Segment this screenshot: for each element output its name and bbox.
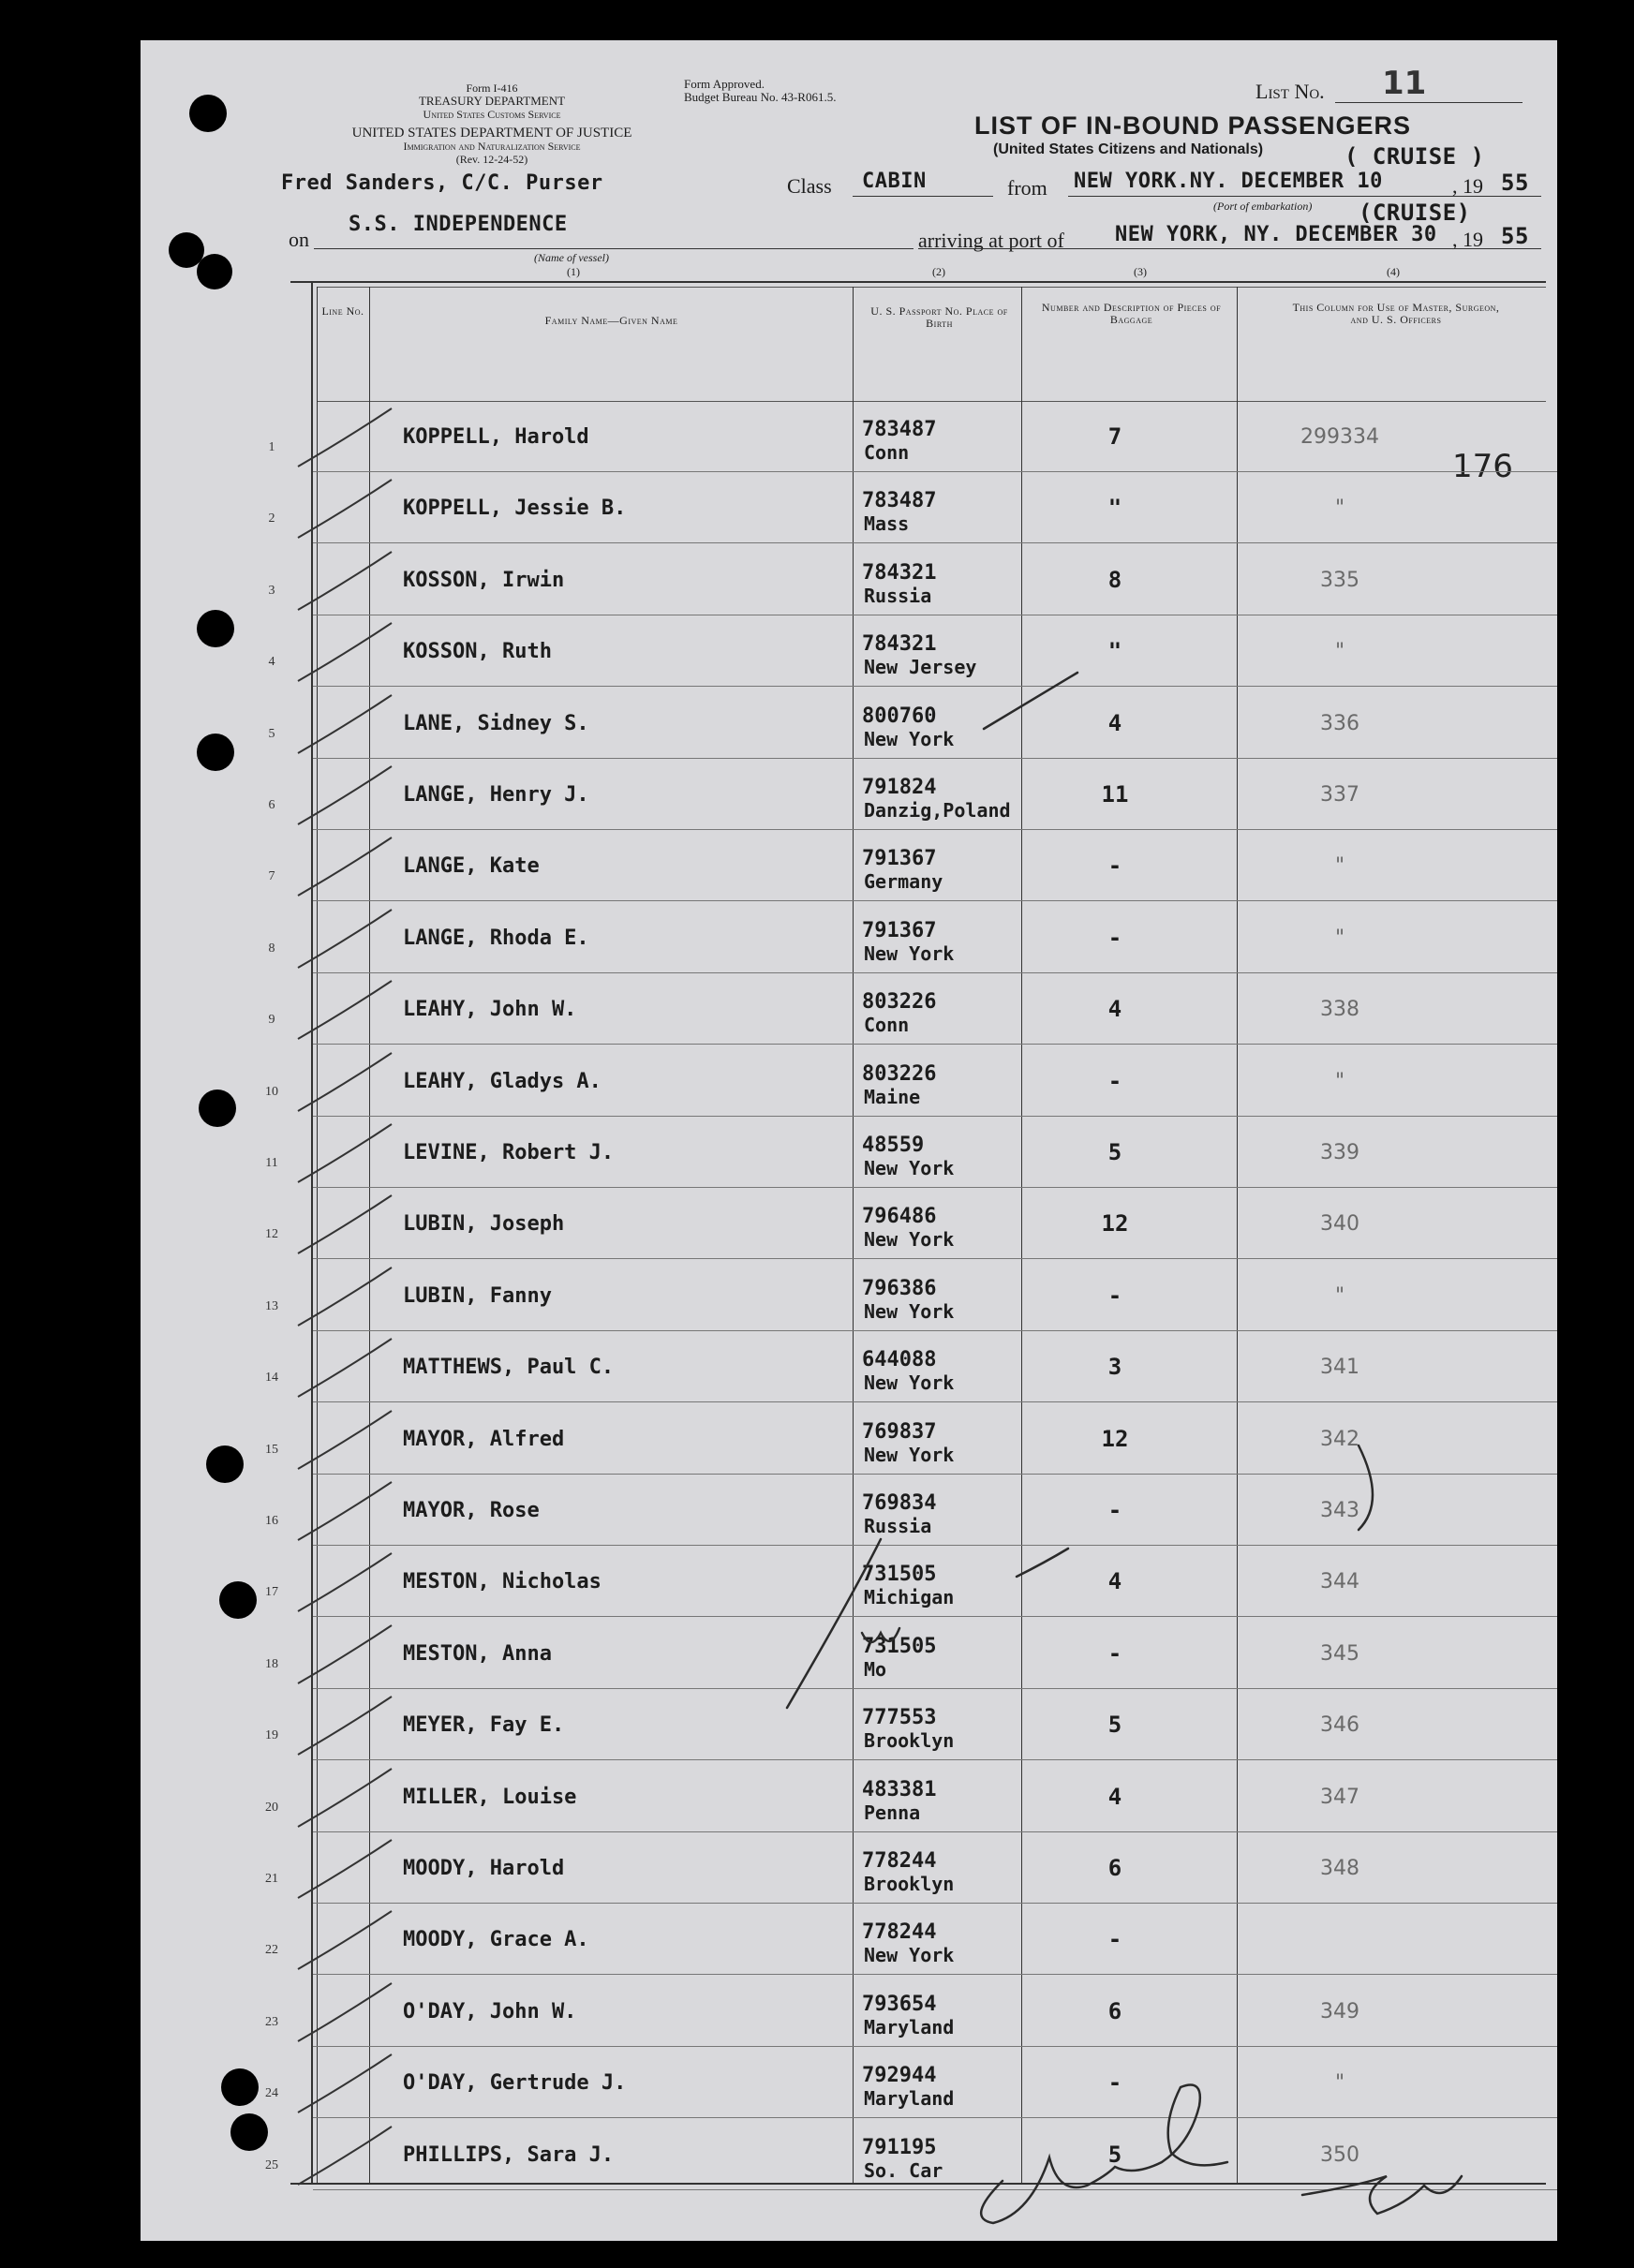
baggage-count: 12 <box>1101 1425 1129 1452</box>
passport-number: 796486 <box>862 1205 937 1229</box>
baggage-count: - <box>1107 2069 1122 2097</box>
baggage-count: 7 <box>1107 423 1122 450</box>
baggage-count: - <box>1107 924 1122 951</box>
place-of-birth: Russia <box>864 584 932 607</box>
passport-number: 803226 <box>862 1061 937 1086</box>
passenger-name: LANGE, Henry J. <box>403 783 589 807</box>
line-number: 15 <box>265 1442 278 1457</box>
baggage-count: 8 <box>1107 566 1122 593</box>
baggage-count: 11 <box>1101 781 1129 808</box>
baggage-count: 5 <box>1107 1712 1122 1739</box>
baggage-count: 4 <box>1107 1783 1122 1810</box>
year-value-2: 55 <box>1501 223 1529 249</box>
passport-number: 784321 <box>862 560 937 585</box>
officer-number: 348 <box>1320 1857 1359 1880</box>
baggage-count: 4 <box>1107 709 1122 736</box>
handwriting-overlay <box>141 40 1557 2241</box>
passport-number: 791195 <box>862 2135 937 2159</box>
place-of-birth: Mo <box>864 1657 887 1681</box>
officer-number: 342 <box>1320 1427 1359 1451</box>
line-number: 9 <box>268 1013 275 1028</box>
place-of-birth: Brooklyn <box>864 1873 955 1895</box>
line-number: 5 <box>268 726 275 741</box>
passport-number: 792944 <box>862 2064 937 2088</box>
baggage-count: - <box>1107 1282 1122 1309</box>
officer-number: 349 <box>1320 1999 1359 2023</box>
officer-number: 335 <box>1320 568 1359 592</box>
place-of-birth: Germany <box>864 870 943 894</box>
place-of-birth: New York <box>864 1443 955 1466</box>
line-number: 2 <box>268 511 275 526</box>
line-number: 24 <box>265 2086 278 2101</box>
passport-number: 731505 <box>862 1634 937 1658</box>
officer-number: " <box>1334 1069 1345 1093</box>
from-label: from <box>1007 176 1047 200</box>
revision: (Rev. 12-24-52) <box>455 153 528 166</box>
baggage-count: " <box>1107 638 1122 665</box>
arriving-label: arriving at port of <box>918 229 1064 252</box>
place-of-birth: Mass <box>864 512 910 536</box>
place-of-birth: Brooklyn <box>864 1729 955 1753</box>
place-of-birth: New York <box>864 941 955 965</box>
passport-number: 778244 <box>862 1849 937 1873</box>
place-of-birth: New York <box>864 1371 955 1395</box>
place-of-birth: New Jersey <box>864 656 977 679</box>
line-number: 8 <box>268 941 275 956</box>
baggage-count: - <box>1107 1926 1122 1953</box>
passport-number: 793654 <box>862 1992 937 2016</box>
officer-number: 299334 <box>1300 425 1379 449</box>
place-of-birth: Maryland <box>864 2015 955 2038</box>
year-prefix-1: , 19 <box>1452 174 1483 198</box>
officer-number: 339 <box>1320 1141 1359 1164</box>
passport-number: 777553 <box>862 1706 937 1730</box>
baggage-count: 5 <box>1107 1139 1122 1165</box>
passenger-name: MOODY, Harold <box>403 1857 565 1880</box>
baggage-count: 6 <box>1107 1855 1122 1881</box>
passenger-name: MILLER, Louise <box>403 1785 577 1809</box>
officer-number: 345 <box>1320 1641 1359 1666</box>
baggage-count: 6 <box>1107 1997 1122 2024</box>
place-of-birth: New York <box>864 1299 955 1323</box>
passenger-name: KOPPELL, Harold <box>403 425 589 449</box>
baggage-count: 4 <box>1107 1568 1122 1595</box>
passport-number: 778244 <box>862 1920 937 1945</box>
passport-number: 796386 <box>862 1276 937 1300</box>
place-of-birth: Danzig,Poland <box>864 799 1011 822</box>
passenger-name: LANGE, Kate <box>403 854 540 879</box>
column-number-4: (4) <box>1387 265 1400 278</box>
officer-number: 336 <box>1320 711 1359 735</box>
line-number: 21 <box>265 1872 278 1886</box>
line-number: 22 <box>265 1943 278 1958</box>
line-number: 18 <box>265 1656 278 1671</box>
list-number: 11 <box>1382 65 1427 102</box>
passport-number: 48559 <box>862 1134 925 1157</box>
officer-number: " <box>1334 926 1345 950</box>
officer-number: 347 <box>1320 1785 1359 1809</box>
line-number: 13 <box>265 1298 278 1313</box>
passenger-name: LANGE, Rhoda E. <box>403 926 589 950</box>
header-baggage: Number and Description of Pieces of Baggage <box>1041 301 1222 326</box>
column-number-3: (3) <box>1134 265 1147 278</box>
column-number-1: (1) <box>567 265 580 278</box>
line-number: 19 <box>265 1728 278 1743</box>
customs-service: United States Customs Service <box>423 108 561 121</box>
passenger-name: MAYOR, Alfred <box>403 1427 565 1451</box>
purser-name: Fred Sanders, C/C. Purser <box>281 171 603 195</box>
passport-number: 784321 <box>862 632 937 657</box>
form-approved: Form Approved. <box>684 77 765 91</box>
officer-number: " <box>1334 640 1345 664</box>
passport-number: 483381 <box>862 1777 937 1801</box>
officer-number: 341 <box>1320 1356 1359 1380</box>
passenger-name: MOODY, Grace A. <box>403 1928 589 1952</box>
officer-number: " <box>1334 1283 1345 1308</box>
header-passport: U. S. Passport No. Place of Birth <box>870 304 1008 330</box>
class-label: Class <box>787 174 832 198</box>
officer-number: 350 <box>1320 2142 1359 2167</box>
passenger-name: KOPPELL, Jessie B. <box>403 497 627 521</box>
line-number: 14 <box>265 1371 278 1386</box>
line-number: 11 <box>265 1156 278 1170</box>
passport-number: 783487 <box>862 418 937 441</box>
line-number: 23 <box>265 2014 278 2029</box>
place-of-birth: New York <box>864 727 955 750</box>
place-of-birth: Conn <box>864 441 910 464</box>
passenger-name: MESTON, Nicholas <box>403 1570 602 1594</box>
line-number: 4 <box>268 655 275 670</box>
vessel-name: S.S. INDEPENDENCE <box>349 213 568 236</box>
passenger-name: MATTHEWS, Paul C. <box>403 1356 615 1380</box>
passport-number: 803226 <box>862 990 937 1015</box>
passenger-name: LEVINE, Robert J. <box>403 1141 615 1164</box>
header-family-name: Family Name—Given Name <box>544 314 678 327</box>
officer-number: " <box>1334 497 1345 521</box>
line-number: 12 <box>265 1227 278 1242</box>
department-justice: UNITED STATES DEPARTMENT OF JUSTICE <box>351 126 632 141</box>
place-of-birth: Conn <box>864 1014 910 1037</box>
passenger-name: LEAHY, Gladys A. <box>403 1069 602 1093</box>
baggage-count: 3 <box>1107 1354 1122 1381</box>
passport-number: 791824 <box>862 776 937 799</box>
place-of-birth: New York <box>864 1157 955 1179</box>
budget-bureau: Budget Bureau No. 43-R061.5. <box>684 90 837 104</box>
baggage-count: 12 <box>1101 1210 1129 1238</box>
passport-number: 791367 <box>862 847 937 871</box>
baggage-count: " <box>1107 495 1122 522</box>
arrival-port-value: NEW YORK, NY. DECEMBER 30 <box>1115 223 1437 246</box>
column-number-2: (2) <box>932 265 945 278</box>
place-of-birth: Penna <box>864 1801 921 1824</box>
passenger-name: O'DAY, Gertrude J. <box>403 2071 627 2096</box>
line-number: 7 <box>268 869 275 884</box>
year-prefix-2: , 19 <box>1452 228 1483 251</box>
line-number: 20 <box>265 1800 278 1815</box>
place-of-birth: Maine <box>864 1085 921 1108</box>
officer-number: " <box>1334 2071 1345 2096</box>
passenger-name: MAYOR, Rose <box>403 1499 540 1522</box>
passenger-name: LUBIN, Fanny <box>403 1283 552 1308</box>
passenger-name: KOSSON, Irwin <box>403 568 565 592</box>
passenger-name: MEYER, Fay E. <box>403 1713 565 1738</box>
place-of-birth: Russia <box>864 1515 932 1537</box>
baggage-count: 4 <box>1107 996 1122 1023</box>
baggage-count: - <box>1107 1497 1122 1523</box>
officer-number: 340 <box>1320 1212 1359 1237</box>
passport-number: 731505 <box>862 1563 937 1587</box>
passport-number: 769834 <box>862 1491 937 1515</box>
passenger-name: LEAHY, John W. <box>403 998 577 1022</box>
passenger-name: LUBIN, Joseph <box>403 1212 565 1237</box>
passenger-name: PHILLIPS, Sara J. <box>403 2142 615 2167</box>
port-of-embarkation-label: (Port of embarkation) <box>1213 200 1313 213</box>
line-number: 17 <box>265 1585 278 1600</box>
baggage-count: - <box>1107 1639 1122 1667</box>
header-line-no: Line No. <box>321 304 364 318</box>
line-number: 3 <box>268 583 275 598</box>
officer-number: 346 <box>1320 1713 1359 1738</box>
document-subtitle: (United States Citizens and Nationals) <box>993 141 1264 157</box>
vessel-name-label: (Name of vessel) <box>534 251 609 264</box>
form-number: Form I-416 <box>466 82 518 95</box>
year-value-1: 55 <box>1501 170 1529 196</box>
line-number: 16 <box>265 1514 278 1528</box>
officer-number: " <box>1334 854 1345 879</box>
ins-label: Immigration and Naturalization Service <box>403 140 581 153</box>
on-label: on <box>289 228 309 251</box>
embarkation-value: NEW YORK.NY. DECEMBER 10 <box>1074 170 1383 193</box>
line-number: 6 <box>268 798 275 812</box>
header-officers: This Column for Use of Master, Surgeon, and U. S. Officers <box>1292 301 1500 326</box>
passport-number: 783487 <box>862 489 937 513</box>
passport-number: 769837 <box>862 1419 937 1444</box>
line-number: 10 <box>265 1084 278 1099</box>
officer-number: 343 <box>1320 1499 1359 1522</box>
passenger-name: LANE, Sidney S. <box>403 711 589 735</box>
passport-number: 644088 <box>862 1348 937 1372</box>
passport-number: 791367 <box>862 918 937 942</box>
baggage-count: - <box>1107 852 1122 880</box>
baggage-count: - <box>1107 1067 1122 1094</box>
baggage-count: 5 <box>1107 2141 1122 2168</box>
place-of-birth: So. Car <box>864 2158 943 2182</box>
annotation-176: 176 <box>1452 448 1513 485</box>
department-treasury: TREASURY DEPARTMENT <box>418 94 566 108</box>
place-of-birth: Michigan <box>864 1586 955 1609</box>
line-number: 1 <box>268 440 275 454</box>
passenger-name: O'DAY, John W. <box>403 1999 577 2023</box>
place-of-birth: Maryland <box>864 2087 955 2111</box>
document-page <box>141 40 1557 2241</box>
place-of-birth: New York <box>864 1944 955 1967</box>
passenger-name: KOSSON, Ruth <box>403 640 552 664</box>
officer-number: 344 <box>1320 1570 1359 1594</box>
place-of-birth: New York <box>864 1228 955 1252</box>
document-title: LIST OF IN-BOUND PASSENGERS <box>974 111 1412 140</box>
cruise-note-bottom: (CRUISE) <box>1359 200 1471 226</box>
cruise-note-top: ( CRUISE ) <box>1344 143 1485 170</box>
line-number: 25 <box>265 2157 278 2172</box>
officer-number: 338 <box>1320 998 1359 1022</box>
class-value: CABIN <box>862 170 927 193</box>
officer-number: 337 <box>1320 783 1359 807</box>
list-number-label: List No. <box>1255 80 1325 103</box>
passport-number: 800760 <box>862 704 937 728</box>
passenger-name: MESTON, Anna <box>403 1641 552 1666</box>
